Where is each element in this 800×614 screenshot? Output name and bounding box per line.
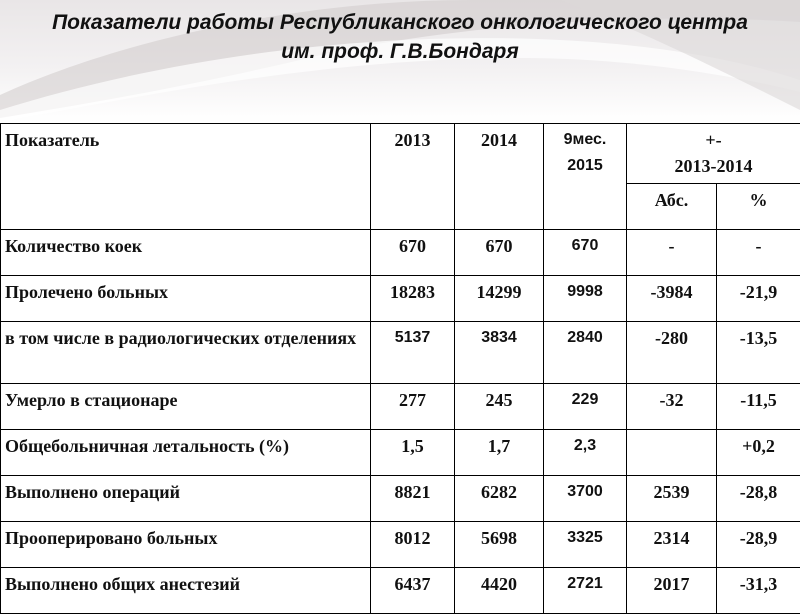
table-row xyxy=(1,522,800,568)
row-label: Прооперировано больных xyxy=(1,522,371,568)
header-pct: % xyxy=(717,184,800,230)
table-row xyxy=(1,276,800,322)
header-2014: 2014 xyxy=(455,124,544,230)
table-row xyxy=(1,322,800,384)
cell-pct: -21,9 xyxy=(717,276,800,322)
cell-2014: 5698 xyxy=(455,522,544,568)
cell-9months: 9998 xyxy=(544,276,627,322)
page-title xyxy=(0,8,800,66)
cell-pct: -13,5 xyxy=(717,322,800,384)
title-banner xyxy=(0,0,800,122)
cell-abs: 2314 xyxy=(627,522,717,568)
cell-2014: 245 xyxy=(455,384,544,430)
cell-2013: 670 xyxy=(371,230,455,276)
cell-pct: +0,2 xyxy=(717,430,800,476)
cell-2014: 1,7 xyxy=(455,430,544,476)
cell-2013: 5137 xyxy=(371,322,455,384)
cell-2013: 6437 xyxy=(371,568,455,614)
row-label: Умерло в стационаре xyxy=(1,384,371,430)
cell-9months: 2721 xyxy=(544,568,627,614)
cell-2014: 4420 xyxy=(455,568,544,614)
row-label: Выполнено операций xyxy=(1,476,371,522)
cell-pct: - xyxy=(717,230,800,276)
row-label: Выполнено общих анестезий xyxy=(1,568,371,614)
cell-pct: -11,5 xyxy=(717,384,800,430)
table-row xyxy=(1,384,800,430)
header-row xyxy=(1,124,800,184)
cell-9months: 3700 xyxy=(544,476,627,522)
cell-abs xyxy=(627,430,717,476)
cell-2013: 8821 xyxy=(371,476,455,522)
row-label: Пролечено больных xyxy=(1,276,371,322)
header-diff-line2: 2013-2014 xyxy=(631,153,796,179)
cell-9months: 3325 xyxy=(544,522,627,568)
header-diff-line1: +- xyxy=(631,127,796,153)
cell-abs: -280 xyxy=(627,322,717,384)
header-9months xyxy=(544,124,627,230)
cell-2013: 8012 xyxy=(371,522,455,568)
header-abs: Абс. xyxy=(627,184,717,230)
cell-abs: - xyxy=(627,230,717,276)
cell-2014: 670 xyxy=(455,230,544,276)
header-9months-line2: 2015 xyxy=(548,153,622,179)
cell-2014: 3834 xyxy=(455,322,544,384)
header-9months-line1: 9мес. xyxy=(548,127,622,153)
row-label: Общебольничная летальность (%) xyxy=(1,430,371,476)
cell-2013: 1,5 xyxy=(371,430,455,476)
cell-2014: 14299 xyxy=(455,276,544,322)
cell-pct: -31,3 xyxy=(717,568,800,614)
header-indicator: Показатель xyxy=(1,124,371,230)
cell-9months: 2,3 xyxy=(544,430,627,476)
cell-abs: 2017 xyxy=(627,568,717,614)
row-label: Количество коек xyxy=(1,230,371,276)
cell-pct: -28,9 xyxy=(717,522,800,568)
cell-abs: -32 xyxy=(627,384,717,430)
cell-abs: 2539 xyxy=(627,476,717,522)
table-row xyxy=(1,476,800,522)
header-diff xyxy=(627,124,800,184)
table-row xyxy=(1,230,800,276)
row-label: в том числе в радиологических отделениях xyxy=(1,322,371,384)
cell-9months: 670 xyxy=(544,230,627,276)
cell-abs: -3984 xyxy=(627,276,717,322)
cell-pct: -28,8 xyxy=(717,476,800,522)
indicators-table xyxy=(0,123,800,614)
cell-2014: 6282 xyxy=(455,476,544,522)
table-row xyxy=(1,430,800,476)
table-row xyxy=(1,568,800,614)
header-2013: 2013 xyxy=(371,124,455,230)
cell-9months: 2840 xyxy=(544,322,627,384)
title-line-1: Показатели работы Республиканского онкологического центра xyxy=(0,8,800,37)
cell-2013: 18283 xyxy=(371,276,455,322)
cell-2013: 277 xyxy=(371,384,455,430)
title-line-2: им. проф. Г.В.Бондаря xyxy=(0,37,800,66)
cell-9months: 229 xyxy=(544,384,627,430)
